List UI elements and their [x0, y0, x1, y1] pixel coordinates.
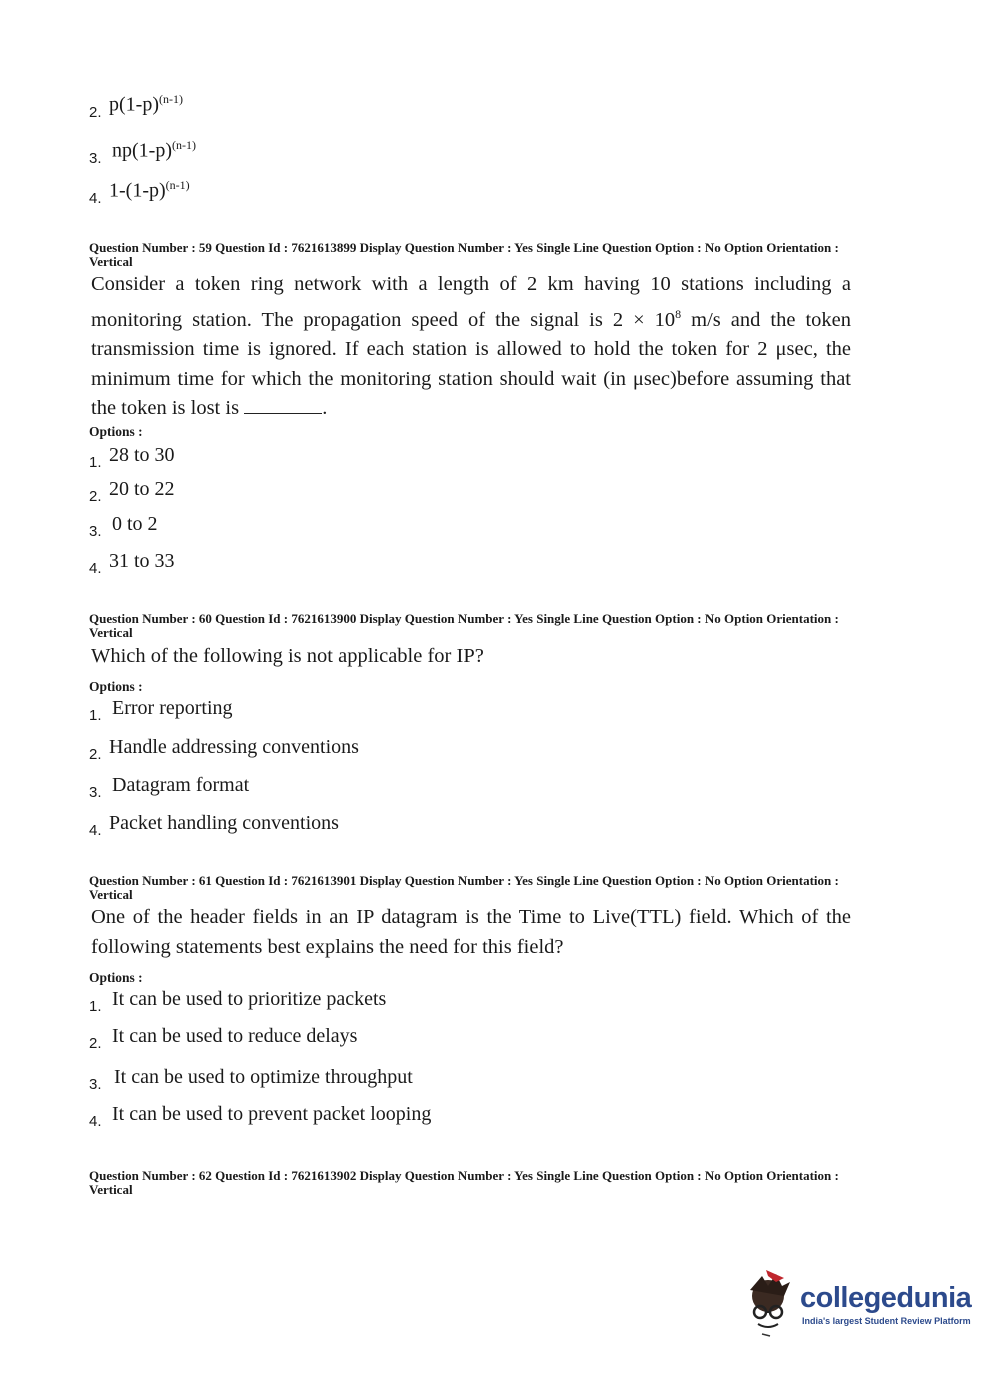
question-59-option-4[interactable]	[89, 550, 175, 577]
option-number: 4.	[89, 822, 102, 839]
brand-name: collegedunia	[800, 1282, 972, 1314]
option-number: 2.	[89, 488, 102, 505]
option-text: It can be used to optimize throughput	[114, 1066, 413, 1088]
option-number: 4.	[89, 560, 102, 577]
question-60-option-4[interactable]	[89, 812, 339, 839]
option-number: 1.	[89, 998, 102, 1015]
question-60-options-label: Options :	[89, 679, 143, 694]
brand-tagline: India's largest Student Review Platform	[802, 1316, 971, 1326]
question-61-options-label: Options :	[89, 970, 143, 985]
question-60-option-3[interactable]	[89, 774, 250, 801]
option-text: Error reporting	[112, 697, 233, 719]
question-59-options-label: Options :	[89, 424, 143, 439]
question-59-text: Consider a token ring network with a length of 2 km having 10 stations including a monitoring station. The propagation speed of the signal is $2 \times 10^8$ m/s and the token transmission time is ignored. If each station is allowed to hold the token for 2 μsec, the minimum time for which the monitoring station should wait (in μsec)before assuming that the token is lost is .	[91, 273, 851, 420]
question-61-option-3[interactable]	[89, 1066, 413, 1093]
prev-option-3	[89, 138, 196, 167]
option-text: Handle addressing conventions	[109, 736, 359, 758]
question-59-option-1[interactable]	[89, 444, 175, 471]
option-text: $p(1-p)^{(n-1)}$	[109, 92, 183, 116]
option-text: 20 to 22	[109, 478, 175, 500]
option-number: 4.	[89, 189, 102, 207]
question-61-option-2[interactable]	[89, 1025, 358, 1052]
option-number: 2.	[89, 1035, 102, 1052]
option-number: 2.	[89, 746, 102, 763]
option-number: 1.	[89, 454, 102, 471]
option-number: 1.	[89, 707, 102, 724]
option-text: Packet handling conventions	[109, 812, 339, 834]
option-text: $np(1-p)^{(n-1)}$	[112, 138, 196, 162]
option-text: It can be used to reduce delays	[112, 1025, 358, 1047]
option-text: $1-(1-p)^{(n-1)}$	[109, 178, 190, 202]
question-59-meta: Question Number : 59 Question Id : 7621613899 Display Question Number : Yes Single Line Question Option : No Option Orientation : Vertical	[89, 240, 839, 269]
prev-option-2	[89, 92, 183, 121]
question-59-option-3[interactable]	[89, 513, 158, 540]
option-text: 31 to 33	[109, 550, 175, 572]
question-59-option-2[interactable]	[89, 478, 175, 505]
option-number: 3.	[89, 1076, 102, 1093]
question-61-option-1[interactable]	[89, 988, 387, 1015]
option-text: 28 to 30	[109, 444, 175, 466]
question-60-text: Which of the following is not applicable for IP?	[91, 645, 484, 667]
question-60-option-2[interactable]	[89, 736, 359, 763]
option-text: 0 to 2	[112, 513, 158, 535]
question-61-text: One of the header fields in an IP datagram is the Time to Live(TTL) field. Which of the following statements best explains the need for this field?	[91, 906, 851, 958]
option-number: 3.	[89, 149, 102, 167]
option-number: 3.	[89, 523, 102, 540]
question-61-option-4[interactable]	[89, 1103, 432, 1130]
option-text: Datagram format	[112, 774, 250, 796]
question-61-meta: Question Number : 61 Question Id : 7621613901 Display Question Number : Yes Single Line Question Option : No Option Orientation : Vertical	[89, 873, 839, 902]
question-62-meta: Question Number : 62 Question Id : 7621613902 Display Question Number : Yes Single Line Question Option : No Option Orientation : Vertical	[89, 1168, 839, 1197]
question-60-meta: Question Number : 60 Question Id : 7621613900 Display Question Number : Yes Single Line Question Option : No Option Orientation : Vertical	[89, 611, 839, 640]
option-number: 4.	[89, 1113, 102, 1130]
option-text: It can be used to prioritize packets	[112, 988, 387, 1010]
prev-option-4	[89, 178, 190, 207]
question-60-option-1[interactable]	[89, 697, 233, 724]
option-number: 2.	[89, 103, 102, 121]
option-text: It can be used to prevent packet looping	[112, 1103, 432, 1125]
option-number: 3.	[89, 784, 102, 801]
